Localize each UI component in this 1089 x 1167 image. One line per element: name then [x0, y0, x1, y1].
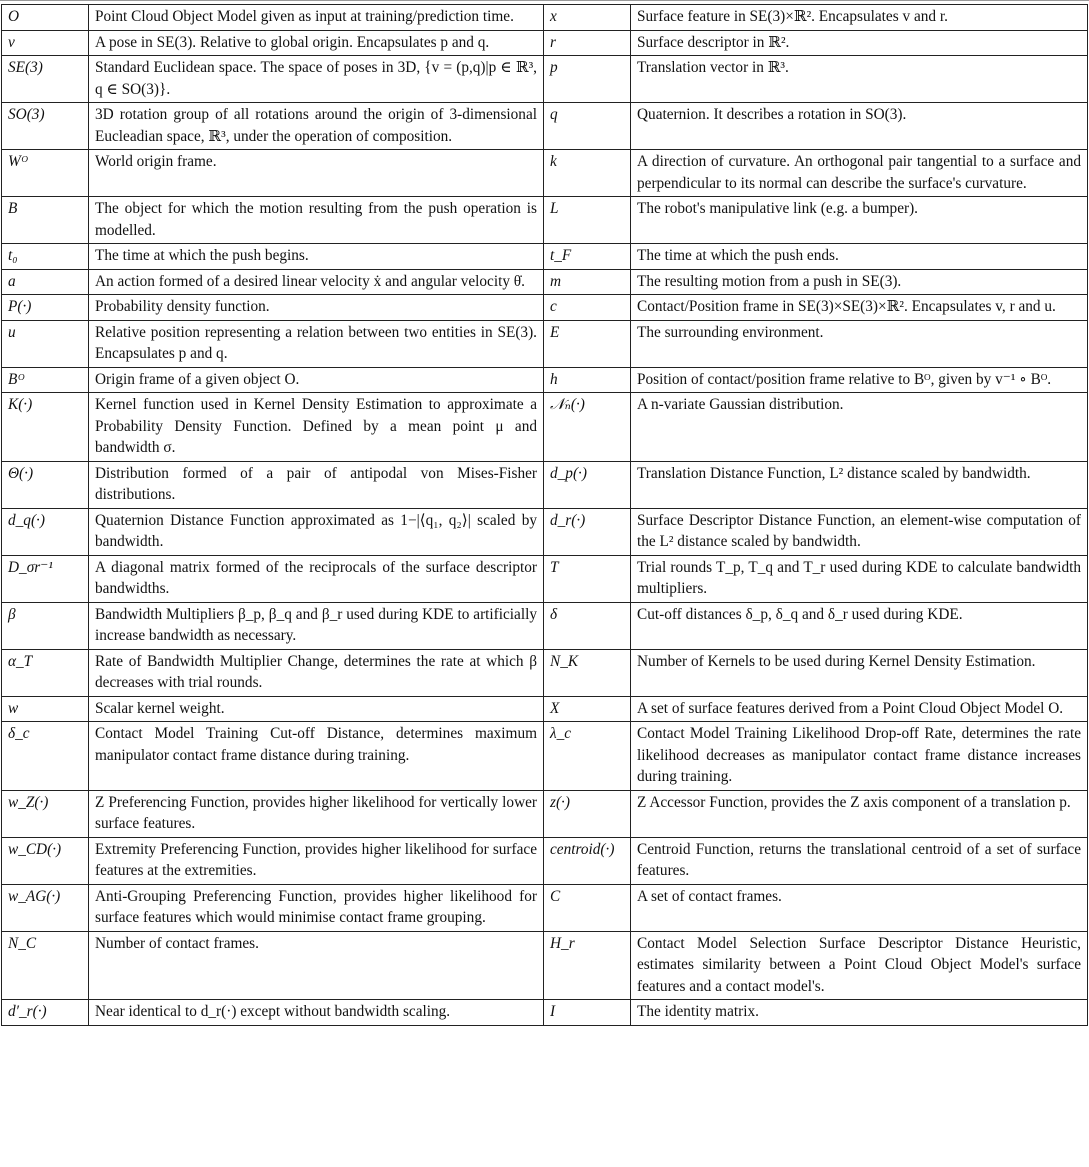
description-cell: A diagonal matrix formed of the reciprocals of the surface descriptor bandwidths. [89, 555, 544, 602]
symbol-cell: β [2, 602, 89, 649]
symbol-cell: a [2, 269, 89, 295]
description-cell: The object for which the motion resulting from the push operation is modelled. [89, 197, 544, 244]
table-row [2, 884, 1088, 931]
table-row [2, 295, 1088, 321]
table-row [2, 508, 1088, 555]
description-cell: Extremity Preferencing Function, provides higher likelihood for surface features at the extremities. [89, 837, 544, 884]
table-row [2, 197, 1088, 244]
symbol-cell: H_r [544, 931, 631, 1000]
symbol-cell: w_CD(·) [2, 837, 89, 884]
symbol-cell: SO(3) [2, 103, 89, 150]
table-row [2, 790, 1088, 837]
symbol-cell: I [544, 1000, 631, 1026]
description-cell: Distribution formed of a pair of antipodal von Mises-Fisher distributions. [89, 461, 544, 508]
description-cell: The surrounding environment. [631, 320, 1088, 367]
symbol-cell: v [2, 30, 89, 56]
table-row [2, 150, 1088, 197]
symbol-cell: t_F [544, 244, 631, 270]
table-row [2, 722, 1088, 791]
symbol-cell: x [544, 5, 631, 31]
symbol-cell: L [544, 197, 631, 244]
symbol-cell: d_q(·) [2, 508, 89, 555]
symbol-cell: K(·) [2, 393, 89, 462]
table-row [2, 931, 1088, 1000]
notation-table-body [2, 5, 1088, 1026]
table-row [2, 1000, 1088, 1026]
description-cell: Number of Kernels to be used during Kernel Density Estimation. [631, 649, 1088, 696]
table-row [2, 244, 1088, 270]
description-cell: Z Preferencing Function, provides higher likelihood for vertically lower surface features. [89, 790, 544, 837]
symbol-cell: O [2, 5, 89, 31]
description-cell: Anti-Grouping Preferencing Function, provides higher likelihood for surface features which would minimise contact frame grouping. [89, 884, 544, 931]
table-row [2, 393, 1088, 462]
symbol-cell: q [544, 103, 631, 150]
description-cell: The identity matrix. [631, 1000, 1088, 1026]
table-row [2, 367, 1088, 393]
description-cell: Cut-off distances δ_p, δ_q and δ_r used during KDE. [631, 602, 1088, 649]
description-cell: Quaternion Distance Function approximated as 1−|⟨q₁, q₂⟩| scaled by bandwidth. [89, 508, 544, 555]
description-cell: Surface descriptor in ℝ². [631, 30, 1088, 56]
description-cell: Near identical to d_r(·) except without bandwidth scaling. [89, 1000, 544, 1026]
table-row [2, 103, 1088, 150]
description-cell: Position of contact/position frame relative to Bᴼ, given by v⁻¹ ∘ Bᴼ. [631, 367, 1088, 393]
symbol-cell: X [544, 696, 631, 722]
description-cell: The resulting motion from a push in SE(3). [631, 269, 1088, 295]
description-cell: Quaternion. It describes a rotation in SO(3). [631, 103, 1088, 150]
description-cell: A n-variate Gaussian distribution. [631, 393, 1088, 462]
description-cell: A direction of curvature. An orthogonal pair tangential to a surface and perpendicular to its normal can describe the surface's curvature. [631, 150, 1088, 197]
description-cell: Centroid Function, returns the translational centroid of a set of surface features. [631, 837, 1088, 884]
description-cell: Translation Distance Function, L² distance scaled by bandwidth. [631, 461, 1088, 508]
symbol-cell: N_K [544, 649, 631, 696]
description-cell: A set of contact frames. [631, 884, 1088, 931]
description-cell: Probability density function. [89, 295, 544, 321]
notation-table [1, 4, 1088, 1026]
table-row [2, 461, 1088, 508]
symbol-cell: w_Z(·) [2, 790, 89, 837]
description-cell: Point Cloud Object Model given as input at training/prediction time. [89, 5, 544, 31]
description-cell: Number of contact frames. [89, 931, 544, 1000]
symbol-cell: m [544, 269, 631, 295]
symbol-cell: p [544, 56, 631, 103]
table-row [2, 696, 1088, 722]
symbol-cell: centroid(·) [544, 837, 631, 884]
table-row [2, 555, 1088, 602]
description-cell: Z Accessor Function, provides the Z axis component of a translation p. [631, 790, 1088, 837]
symbol-cell: P(·) [2, 295, 89, 321]
table-row [2, 320, 1088, 367]
symbol-cell: h [544, 367, 631, 393]
description-cell: A set of surface features derived from a Point Cloud Object Model O. [631, 696, 1088, 722]
table-row [2, 649, 1088, 696]
symbol-cell: Wᴼ [2, 150, 89, 197]
description-cell: Kernel function used in Kernel Density Estimation to approximate a Probability Density Function. Defined by a mean point μ and bandwidth σ. [89, 393, 544, 462]
description-cell: 3D rotation group of all rotations around the origin of 3-dimensional Eucleadian space, ℝ³, under the operation of composition. [89, 103, 544, 150]
description-cell: Rate of Bandwidth Multiplier Change, determines the rate at which β decreases with trial rounds. [89, 649, 544, 696]
description-cell: Origin frame of a given object O. [89, 367, 544, 393]
symbol-cell: k [544, 150, 631, 197]
symbol-cell: N_C [2, 931, 89, 1000]
description-cell: A pose in SE(3). Relative to global origin. Encapsulates p and q. [89, 30, 544, 56]
table-row [2, 56, 1088, 103]
symbol-cell: Bᴼ [2, 367, 89, 393]
description-cell: Relative position representing a relation between two entities in SE(3). Encapsulates p and q. [89, 320, 544, 367]
symbol-cell: δ_c [2, 722, 89, 791]
description-cell: An action formed of a desired linear velocity ẋ and angular velocity θ̇. [89, 269, 544, 295]
table-row [2, 269, 1088, 295]
symbol-cell: d_p(·) [544, 461, 631, 508]
symbol-cell: c [544, 295, 631, 321]
description-cell: Trial rounds T_p, T_q and T_r used during KDE to calculate bandwidth multipliers. [631, 555, 1088, 602]
symbol-cell: z(·) [544, 790, 631, 837]
symbol-cell: λ_c [544, 722, 631, 791]
description-cell: The time at which the push begins. [89, 244, 544, 270]
symbol-cell: D_σr⁻¹ [2, 555, 89, 602]
description-cell: Contact Model Training Likelihood Drop-off Rate, determines the rate likelihood decreases as manipulator contact frame distance increases during training. [631, 722, 1088, 791]
description-cell: The time at which the push ends. [631, 244, 1088, 270]
symbol-cell: d_r(·) [544, 508, 631, 555]
table-row [2, 5, 1088, 31]
symbol-cell: SE(3) [2, 56, 89, 103]
symbol-cell: E [544, 320, 631, 367]
description-cell: Contact/Position frame in SE(3)×SE(3)×ℝ². Encapsulates v, r and u. [631, 295, 1088, 321]
description-cell: Surface feature in SE(3)×ℝ². Encapsulates v and r. [631, 5, 1088, 31]
description-cell: Contact Model Selection Surface Descriptor Distance Heuristic, estimates similarity between a Point Cloud Object Model's surface features and a contact model's. [631, 931, 1088, 1000]
symbol-cell: u [2, 320, 89, 367]
symbol-cell: t₀ [2, 244, 89, 270]
description-cell: Scalar kernel weight. [89, 696, 544, 722]
symbol-cell: Θ(·) [2, 461, 89, 508]
symbol-cell: δ [544, 602, 631, 649]
symbol-cell: r [544, 30, 631, 56]
symbol-cell: B [2, 197, 89, 244]
description-cell: Bandwidth Multipliers β_p, β_q and β_r used during KDE to artificially increase bandwidth as necessary. [89, 602, 544, 649]
description-cell: World origin frame. [89, 150, 544, 197]
symbol-cell: w_AG(·) [2, 884, 89, 931]
description-cell: Surface Descriptor Distance Function, an element-wise computation of the L² distance scaled by bandwidth. [631, 508, 1088, 555]
description-cell: Contact Model Training Cut-off Distance, determines maximum manipulator contact frame distance during training. [89, 722, 544, 791]
description-cell: The robot's manipulative link (e.g. a bumper). [631, 197, 1088, 244]
table-row [2, 602, 1088, 649]
symbol-cell: α_T [2, 649, 89, 696]
symbol-cell: w [2, 696, 89, 722]
symbol-cell: 𝒩ₙ(·) [544, 393, 631, 462]
symbol-cell: C [544, 884, 631, 931]
description-cell: Standard Euclidean space. The space of poses in 3D, {v = (p,q)|p ∈ ℝ³, q ∈ SO(3)}. [89, 56, 544, 103]
table-row [2, 837, 1088, 884]
table-row [2, 30, 1088, 56]
description-cell: Translation vector in ℝ³. [631, 56, 1088, 103]
symbol-cell: d′_r(·) [2, 1000, 89, 1026]
symbol-cell: T [544, 555, 631, 602]
